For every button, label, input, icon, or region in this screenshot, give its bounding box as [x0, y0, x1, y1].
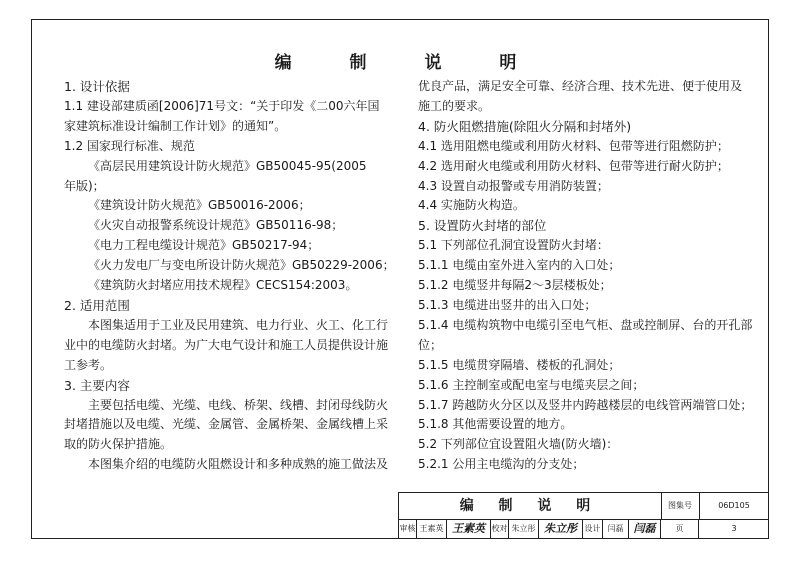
title-block: [398, 492, 769, 539]
clause-4-1: 4.1 选用阻燃电缆或利用防火材料、包带等进行阻燃防护；: [418, 138, 729, 153]
section-2-line2: 业中的电缆防火封堵。为广大电气设计和施工人员提供设计施: [64, 337, 389, 352]
clause-4-2: 4.2 选用耐火电缆或利用防火材料、包带等进行耐火防护；: [418, 158, 729, 173]
standard-1-line2: 年版)；: [64, 178, 105, 193]
clause-5-1-4-line2: 位；: [418, 337, 443, 352]
section-3-line4: 本图集介绍的电缆防火阻燃设计和多种成熟的施工做法及: [88, 457, 389, 472]
section-2-line1: 本图集适用于工业及民用建筑、电力行业、火工、化工行: [88, 317, 389, 332]
checker-signature: 朱立彤: [539, 519, 583, 539]
clause-1-1-line2: 家建筑标准设计编制工作计划》的通知”。: [64, 118, 287, 133]
checker-name: 朱立彤: [509, 519, 539, 539]
continuation-line1: 优良产品，满足安全可靠、经济合理、技术先进、便于使用及: [418, 79, 743, 93]
right-column: [418, 77, 758, 475]
standard-2: 《建筑设计防火规范》GB50016-2006；: [88, 198, 311, 213]
clause-5-1-8: 5.1.8 其他需要设置的地方。: [418, 417, 573, 432]
clause-5-1-3: 5.1.3 电缆进出竖井的出入口处；: [418, 297, 597, 312]
design-label: 设计: [583, 519, 603, 539]
reviewer-signature: 王素英: [447, 519, 491, 539]
review-label: 审核: [399, 519, 417, 539]
clause-5-2-1: 5.2.1 公用主电缆沟的分支处；: [418, 457, 585, 472]
standard-1-line1: 《高层民用建筑设计防火规范》GB50045-95(2005: [88, 158, 367, 173]
clause-4-3: 4.3 设置自动报警或专用消防装置；: [418, 178, 609, 193]
clause-1-2: 1.2 国家现行标准、规范: [64, 138, 195, 153]
clause-5-1: 5.1 下列部位孔洞宜设置防火封堵：: [418, 238, 609, 253]
atlas-number: 06D105: [718, 501, 750, 510]
check-label: 校对: [491, 519, 509, 539]
clause-4-4: 4.4 实施防火构造。: [418, 198, 525, 213]
section-5-heading: 5. 设置防火封堵的部位: [418, 218, 547, 234]
section-3-line3: 取的防火保护措施。: [64, 437, 173, 452]
atlas-number-label: 图集号: [661, 493, 700, 519]
clause-5-2: 5.2 下列部位宜设置阻火墙(防火墙)：: [418, 437, 619, 452]
clause-5-1-1: 5.1.1 电缆由室外进入室内的入口处；: [418, 258, 621, 273]
section-3-heading: 3. 主要内容: [64, 377, 130, 393]
section-2-heading: 2. 适用范围: [64, 297, 130, 313]
designer-name: 闫磊: [603, 519, 629, 539]
section-1-heading: 1. 设计依据: [64, 79, 130, 94]
standard-5: 《火力发电厂与变电所设计防火规范》GB50229-2006；: [88, 258, 395, 273]
section-4-heading: 4. 防火阻燃措施(除阻火分隔和封堵外): [418, 118, 632, 134]
clause-5-1-4-line1: 5.1.4 电缆构筑物中电缆引至电气柜、盘或控制屏、台的开孔部: [418, 317, 753, 332]
clause-5-1-5: 5.1.5 电缆贯穿隔墙、楼板的孔洞处；: [418, 357, 621, 372]
standard-4: 《电力工程电缆设计规范》GB50217-94；: [88, 238, 320, 253]
reviewer-name: 王素英: [417, 519, 447, 539]
section-3-line1: 主要包括电缆、光缆、电线、桥架、线槽、封闭母线防火: [88, 397, 389, 412]
standard-3: 《火灾自动报警系统设计规范》GB50116-98；: [88, 218, 344, 233]
clause-5-1-6: 5.1.6 主控制室或配电室与电缆夹层之间；: [418, 377, 645, 392]
clause-1-1-line1: 1.1 建设部建质函[2006]71号文：“关于印发《二00六年国: [64, 98, 380, 113]
page-title: 编 制 说 明: [274, 53, 543, 73]
page-number: 3: [731, 524, 737, 533]
section-3-line2: 封堵措施以及电缆、光缆、金属管、金属桥架、金属线槽上采: [64, 417, 389, 432]
clause-5-1-7: 5.1.7 跨越防火分区以及竖井内跨越楼层的电线管两端管口处；: [418, 397, 753, 412]
left-column: [64, 77, 394, 475]
designer-signature: 闫磊: [629, 519, 661, 539]
page-label: 页: [661, 519, 699, 539]
continuation-line2: 施工的要求。: [418, 98, 491, 113]
clause-5-1-2: 5.1.2 电缆竖井每隔2～3层楼板处；: [418, 278, 612, 293]
section-2-line3: 工参考。: [64, 357, 113, 372]
title-block-main-title: 编 制 说 明: [399, 493, 662, 519]
standard-6: 《建筑防火封堵应用技术规程》CECS154:2003。: [88, 278, 358, 293]
